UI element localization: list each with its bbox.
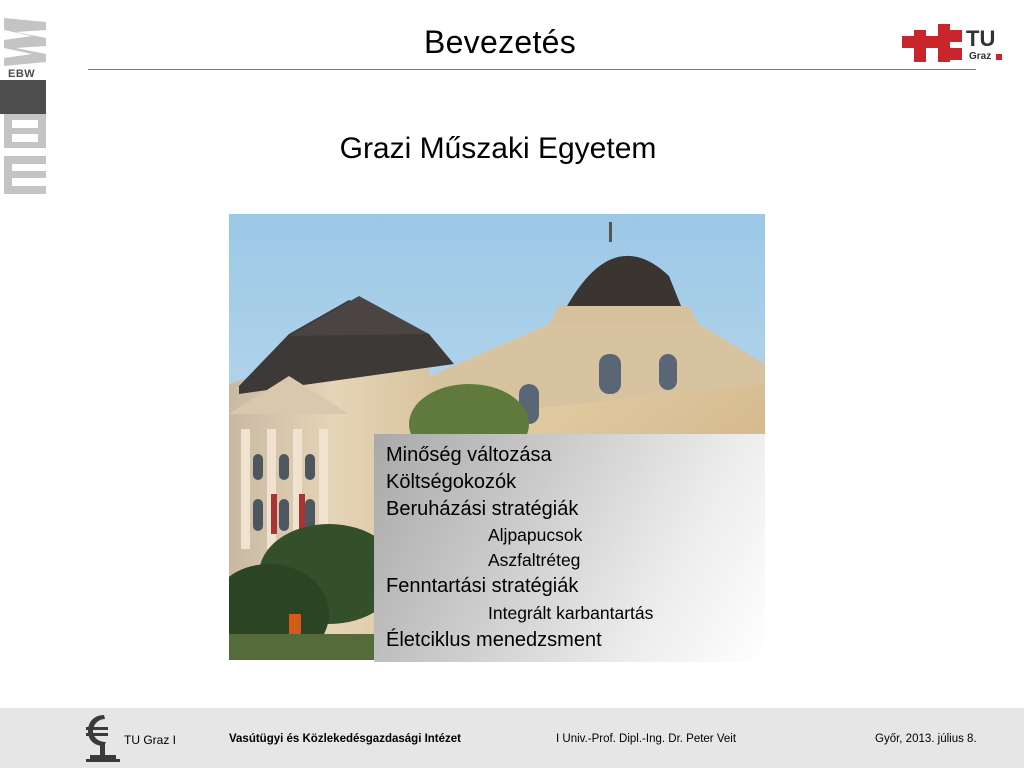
tu-logo-subtext: Graz (969, 51, 992, 62)
tu-logo-dot (996, 54, 1002, 60)
tu-graz-logo (902, 22, 1006, 64)
header-divider (88, 69, 976, 70)
topic-item: Fenntartási stratégiák (386, 575, 579, 597)
topic-item: Költségokozók (386, 471, 517, 493)
topic-subitem: Integrált karbantartás (488, 603, 654, 623)
footer-bar (0, 708, 1024, 768)
footer-date: Győr, 2013. július 8. (875, 733, 977, 745)
topic-item: Beruházási stratégiák (386, 498, 579, 520)
footer-org: TU Graz I (124, 733, 177, 747)
tu-logo-text: TU (966, 26, 996, 51)
topic-subitem: Aljpapucsok (488, 525, 583, 545)
topic-item: Minőség változása (386, 444, 552, 466)
slide-subtitle: Grazi Műszaki Egyetem (339, 132, 657, 165)
institute-emblem-icon (84, 713, 120, 763)
topic-item: Életciklus menedzsment (386, 629, 602, 651)
slide-title: Bevezetés (423, 24, 577, 60)
ebw-small-label: EBW (8, 68, 36, 80)
footer-institute: Vasútügyi és Közlekedésgazdasági Intézet (229, 733, 461, 745)
topics-overlay-box (374, 434, 765, 662)
footer-author: I Univ.-Prof. Dipl.-Ing. Dr. Peter Veit (556, 733, 737, 745)
topic-subitem: Aszfaltréteg (488, 550, 581, 570)
